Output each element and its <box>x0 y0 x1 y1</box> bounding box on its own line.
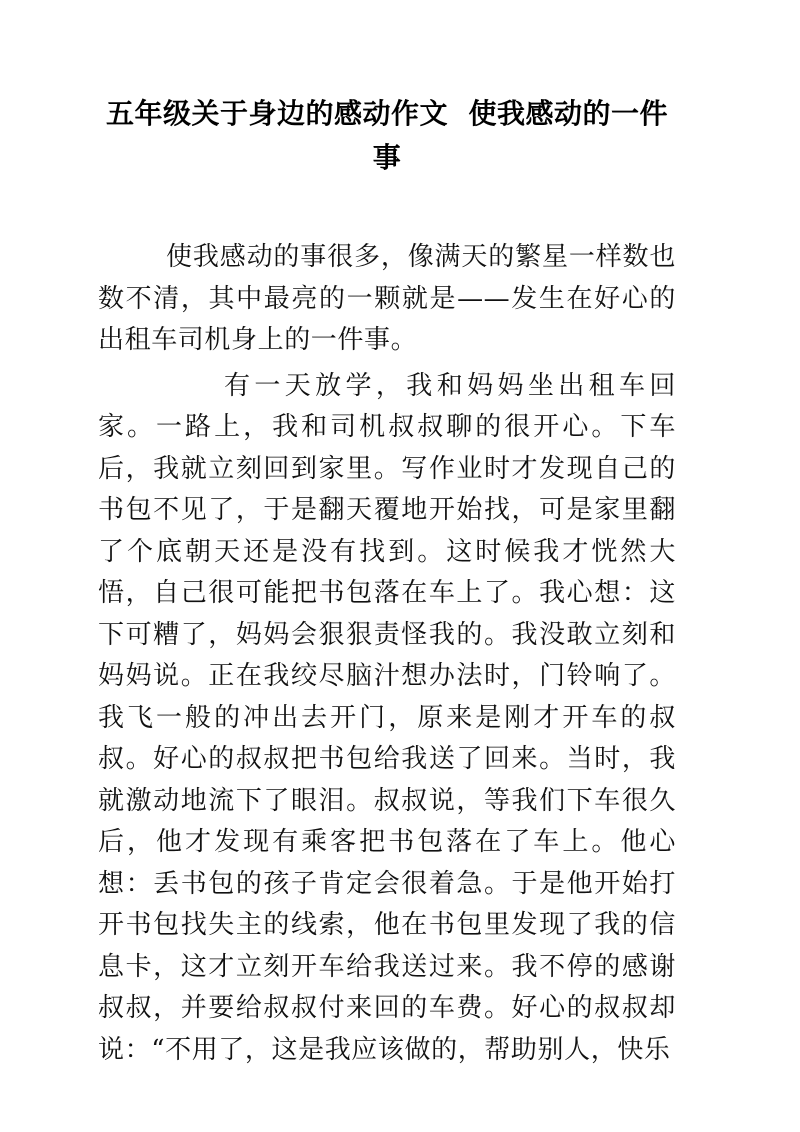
page-title: 五年级关于身边的感动作文 使我感动的一件事 <box>106 97 668 174</box>
document-text-column <box>98 0 676 1071</box>
body-paragraph-1: 使我感动的事很多，像满天的繁星一样数也数不清，其中最亮的一颗就是——发生在好心的出租车司机身上的一件事。 <box>98 242 676 355</box>
body-paragraph-2: 有一天放学，我和妈妈坐出租车回家。一路上，我和司机叔叔聊的很开心。下车后，我就立刻回到家里。写作业时才发现自己的书包不见了，于是翻天覆地开始找，可是家里翻了个底朝天还是没有找到。这时候我才恍然大悟，自己很可能把书包落在车上了。我心想：这下可糟了，妈妈会狠狠责怪我的。我没敢立刻和妈妈说。正在我绞尽脑汁想办法时，门铃响了。我飞一般的冲出去开门，原来是刚才开车的叔叔。好心的叔叔把书包给我送了回来。当时，我就激动地流下了眼泪。叔叔说，等我们下车很久后，他才发现有乘客把书包落在了车上。他心想：丢书包的孩子肯定会很着急。于是他开始打开书包找失主的线索，他在书包里发现了我的信息卡，这才立刻开车给我送过来。我不停的感谢叔叔，并要给叔叔付来回的车费。好心的叔叔却说：“不用了，这是我应该做的，帮助别人，快乐 <box>98 370 676 1065</box>
